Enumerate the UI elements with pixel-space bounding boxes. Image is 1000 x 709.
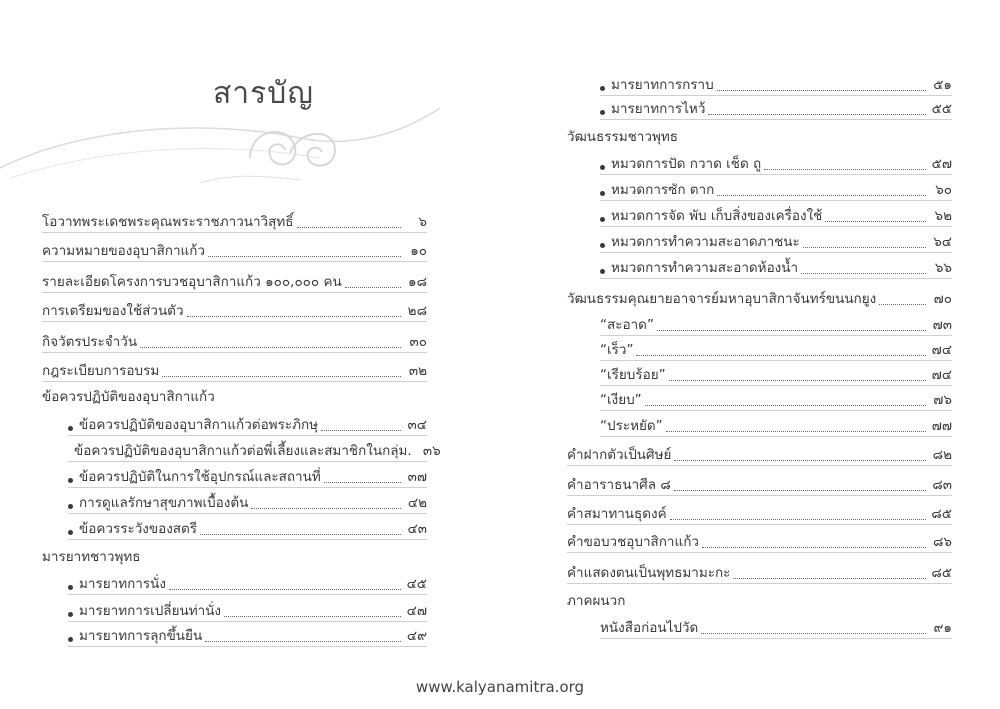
toc-entry[interactable] xyxy=(600,230,952,252)
toc-entry-title: คำฝากตัวเป็นศิษย์ xyxy=(567,447,672,463)
divider xyxy=(600,335,952,336)
toc-page-number: ๓๒ xyxy=(408,363,427,379)
toc-entry[interactable] xyxy=(68,465,427,487)
toc-page-number: ๒๘ xyxy=(407,303,427,319)
divider xyxy=(68,621,427,622)
toc-page-number: ๖๔ xyxy=(933,234,952,250)
leader-dots xyxy=(251,507,401,509)
section-heading: ภาคผนวก xyxy=(567,593,626,609)
toc-entry-title: “เร็ว” xyxy=(600,342,634,358)
toc-page-number: ๔๙ xyxy=(406,628,427,644)
toc-entry-title: คำแสดงตนเป็นพุทธมามะกะ xyxy=(567,565,731,581)
toc-entry-title: ข้อควรระวังของสตรี xyxy=(79,521,198,537)
divider xyxy=(600,226,952,227)
toc-entry-title: มารยาทการนั่ง xyxy=(79,576,166,592)
leader-dots xyxy=(162,375,401,377)
toc-entry-title: มารยาทการลุกขึ้นยืน xyxy=(79,628,203,644)
toc-page-number: ๘๕ xyxy=(931,506,952,522)
toc-entry[interactable] xyxy=(600,338,952,360)
toc-entry-title: “ประหยัด” xyxy=(600,418,663,434)
divider xyxy=(68,461,427,462)
divider xyxy=(600,436,952,437)
toc-entry-title: กฎระเบียบการอบรม xyxy=(42,363,160,379)
leader-dots xyxy=(733,577,926,579)
toc-page-number: ๔๗ xyxy=(406,603,427,619)
toc-entry-title: คำสมาทานธุดงค์ xyxy=(567,506,667,522)
bullet-icon xyxy=(68,426,73,431)
footer-url: www.kalyanamitra.org xyxy=(415,678,585,696)
toc-entry[interactable] xyxy=(600,178,952,200)
toc-entry[interactable] xyxy=(567,502,952,524)
toc-entry-title: มารยาทการกราบ xyxy=(611,77,714,93)
divider xyxy=(42,292,427,293)
toc-entry[interactable] xyxy=(567,561,952,583)
toc-page-number: ๔๒ xyxy=(407,495,427,511)
divider xyxy=(68,435,427,436)
divider xyxy=(600,638,952,639)
toc-entry[interactable] xyxy=(600,313,952,335)
toc-entry-title: หนังสือก่อนไปวัด xyxy=(600,620,699,636)
toc-entry-title: หมวดการทำความสะอาดห้องน้ำ xyxy=(611,260,799,276)
leader-dots xyxy=(645,404,926,406)
divider xyxy=(68,513,427,514)
toc-entry[interactable] xyxy=(600,204,952,226)
toc-entry[interactable] xyxy=(42,270,427,292)
toc-page-number: ๖๖ xyxy=(934,260,952,276)
toc-page-number: ๗๖ xyxy=(933,392,952,408)
leader-dots xyxy=(717,89,926,91)
leader-dots xyxy=(670,518,926,520)
toc-entry[interactable] xyxy=(68,491,427,513)
divider xyxy=(600,95,952,96)
divider xyxy=(600,200,952,201)
leader-dots xyxy=(803,246,926,248)
leader-dots xyxy=(825,220,926,222)
leader-dots xyxy=(187,315,401,317)
leader-dots xyxy=(345,286,401,288)
bullet-icon xyxy=(68,530,73,535)
leader-dots xyxy=(674,459,926,461)
ornament-swirl xyxy=(0,88,440,198)
section-heading: ข้อควรปฏิบัติของอุบาสิกาแก้ว xyxy=(42,389,215,405)
divider xyxy=(68,594,427,595)
toc-entry-title: กิจวัตรประจำวัน xyxy=(42,334,138,350)
toc-page-number: ๓๗ xyxy=(407,469,427,485)
toc-entry[interactable] xyxy=(567,530,952,552)
bullet-icon xyxy=(600,110,605,115)
toc-entry[interactable] xyxy=(600,414,952,436)
toc-entry[interactable] xyxy=(600,616,952,638)
toc-entry[interactable] xyxy=(42,299,427,321)
divider xyxy=(567,552,952,553)
divider xyxy=(600,119,952,120)
section-heading: มารยาทชาวพุทธ xyxy=(42,549,141,565)
toc-entry[interactable] xyxy=(42,210,427,232)
bullet-icon xyxy=(68,637,73,642)
leader-dots xyxy=(701,632,926,634)
toc-entry-title: ข้อควรปฏิบัติของอุบาสิกาแก้วต่อพี่เลี้ยงและสมาชิกในกลุ่ม. xyxy=(74,443,412,459)
bullet-icon xyxy=(600,243,605,248)
toc-entry-title: คำอาราธนาศีล ๘ xyxy=(567,477,671,493)
divider xyxy=(68,539,427,540)
leader-dots xyxy=(140,346,401,348)
toc-entry-title: มารยาทการไหว้ xyxy=(611,101,706,117)
toc-page-number: ๔๓ xyxy=(407,521,427,537)
toc-page-number: ๘๓ xyxy=(932,477,952,493)
divider xyxy=(567,583,952,584)
divider xyxy=(68,487,427,488)
leader-dots xyxy=(321,429,401,431)
divider xyxy=(42,232,427,233)
leader-dots xyxy=(657,329,926,331)
toc-entry[interactable] xyxy=(600,97,952,119)
toc-page-number: ๕๕ xyxy=(931,101,952,117)
leader-dots xyxy=(702,546,926,548)
toc-entry-title: การเตรียมของใช้ส่วนตัว xyxy=(42,303,184,319)
divider xyxy=(68,646,427,647)
toc-entry[interactable] xyxy=(68,439,441,461)
toc-entry-title: มารยาทการเปลี่ยนท่านั่ง xyxy=(79,603,222,619)
leader-dots xyxy=(200,533,401,535)
leader-dots xyxy=(717,194,926,196)
toc-entry-title: การดูแลรักษาสุขภาพเบื้องต้น xyxy=(79,495,249,511)
divider xyxy=(567,524,952,525)
toc-entry[interactable] xyxy=(68,413,427,435)
toc-entry[interactable] xyxy=(68,624,427,646)
toc-page-number: ๖๐ xyxy=(935,182,952,198)
divider xyxy=(600,252,952,253)
toc-entry-title: รายละเอียดโครงการบวชอุบาสิกาแก้ว ๑๐๐,๐๐๐ คน xyxy=(42,274,342,290)
toc-page-number: ๕๗ xyxy=(931,156,952,172)
toc-page-number: ๓๔ xyxy=(407,417,427,433)
leader-dots xyxy=(674,489,926,491)
toc-entry[interactable] xyxy=(42,359,427,381)
leader-dots xyxy=(205,640,401,642)
toc-entry-title: “เงียบ” xyxy=(600,392,642,408)
toc-page-number: ๗๐ xyxy=(933,291,952,307)
leader-dots xyxy=(666,430,926,432)
toc-entry-title: หมวดการซัก ตาก xyxy=(611,182,715,198)
divider xyxy=(600,360,952,361)
leader-dots xyxy=(764,168,926,170)
toc-entry-title: หมวดการปัด กวาด เช็ด ถู xyxy=(611,156,762,172)
toc-entry[interactable] xyxy=(600,73,952,95)
section-heading: วัฒนธรรมชาวพุทธ xyxy=(567,129,679,145)
bullet-icon xyxy=(600,191,605,196)
toc-page-number: ๗๔ xyxy=(931,367,952,383)
toc-page-number: ๗๓ xyxy=(932,317,952,333)
leader-dots xyxy=(208,255,401,257)
toc-entry[interactable] xyxy=(600,152,952,174)
bullet-icon xyxy=(600,86,605,91)
toc-page-number: ๓๖ xyxy=(422,443,441,459)
toc-page-number: ๘๖ xyxy=(933,534,952,550)
toc-page-number: ๑๐ xyxy=(410,243,427,259)
divider xyxy=(42,321,427,322)
divider xyxy=(42,261,427,262)
toc-entry-title: “เรียบร้อย” xyxy=(600,367,666,383)
bullet-icon xyxy=(68,478,73,483)
toc-page-number: ๖๒ xyxy=(934,208,952,224)
toc-page-number: ๑๘ xyxy=(408,274,427,290)
toc-page-number: ๙๑ xyxy=(933,620,952,636)
leader-dots xyxy=(669,379,926,381)
leader-dots xyxy=(801,272,926,274)
toc-page-number: ๗๔ xyxy=(931,342,952,358)
bullet-icon xyxy=(600,165,605,170)
divider xyxy=(567,495,952,496)
toc-page-number: ๘๕ xyxy=(931,565,952,581)
toc-entry-title: ข้อควรปฏิบัติของอุบาสิกาแก้วต่อพระภิกษุ xyxy=(79,417,319,433)
leader-dots xyxy=(879,303,926,305)
leader-dots xyxy=(324,481,401,483)
toc-entry[interactable] xyxy=(68,572,427,594)
toc-page-number: ๔๕ xyxy=(406,576,427,592)
bullet-icon xyxy=(68,585,73,590)
toc-page-number: ๘๒ xyxy=(932,447,952,463)
bullet-icon xyxy=(600,269,605,274)
divider xyxy=(42,381,427,382)
toc-entry-title: หมวดการจัด พับ เก็บสิ่งของเครื่องใช้ xyxy=(611,208,823,224)
toc-entry[interactable] xyxy=(600,388,952,410)
toc-entry[interactable] xyxy=(600,363,952,385)
toc-entry[interactable] xyxy=(68,517,427,539)
toc-entry[interactable] xyxy=(42,239,427,261)
leader-dots xyxy=(297,226,401,228)
leader-dots xyxy=(636,354,926,356)
toc-entry[interactable] xyxy=(42,330,427,352)
toc-entry[interactable] xyxy=(567,287,952,309)
divider xyxy=(42,352,427,353)
toc-entry-title: วัฒนธรรมคุณยายอาจารย์มหาอุบาสิกาจันทร์ขนนกยูง xyxy=(567,291,877,307)
divider xyxy=(567,465,952,466)
bullet-icon xyxy=(68,504,73,509)
bullet-icon xyxy=(600,217,605,222)
toc-entry-title: ความหมายของอุบาสิกาแก้ว xyxy=(42,243,206,259)
divider xyxy=(600,278,952,279)
leader-dots xyxy=(708,113,926,115)
divider xyxy=(600,385,952,386)
toc-entry[interactable] xyxy=(567,443,952,465)
leader-dots xyxy=(224,615,401,617)
toc-entry[interactable] xyxy=(68,599,427,621)
toc-page-number: ๓๐ xyxy=(409,334,427,350)
toc-page-number: ๕๑ xyxy=(933,77,952,93)
toc-entry-title: โอวาทพระเดชพระคุณพระราชภาวนาวิสุทธิ์ xyxy=(42,214,294,230)
toc-entry-title: หมวดการทำความสะอาดภาชนะ xyxy=(611,234,800,250)
toc-entry-title: ข้อควรปฏิบัติในการใช้อุปกรณ์และสถานที่ xyxy=(79,469,321,485)
page-title: สารบัญ xyxy=(213,76,314,111)
leader-dots xyxy=(169,588,401,590)
toc-entry-title: คำขอบวชอุบาสิกาแก้ว xyxy=(567,534,699,550)
divider xyxy=(600,410,952,411)
divider xyxy=(600,174,952,175)
bullet-icon xyxy=(68,612,73,617)
toc-page-number: ๖ xyxy=(418,214,427,230)
toc-page-number: ๗๗ xyxy=(931,418,952,434)
toc-entry[interactable] xyxy=(600,256,952,278)
toc-entry[interactable] xyxy=(567,473,952,495)
toc-entry-title: “สะอาด” xyxy=(600,317,654,333)
